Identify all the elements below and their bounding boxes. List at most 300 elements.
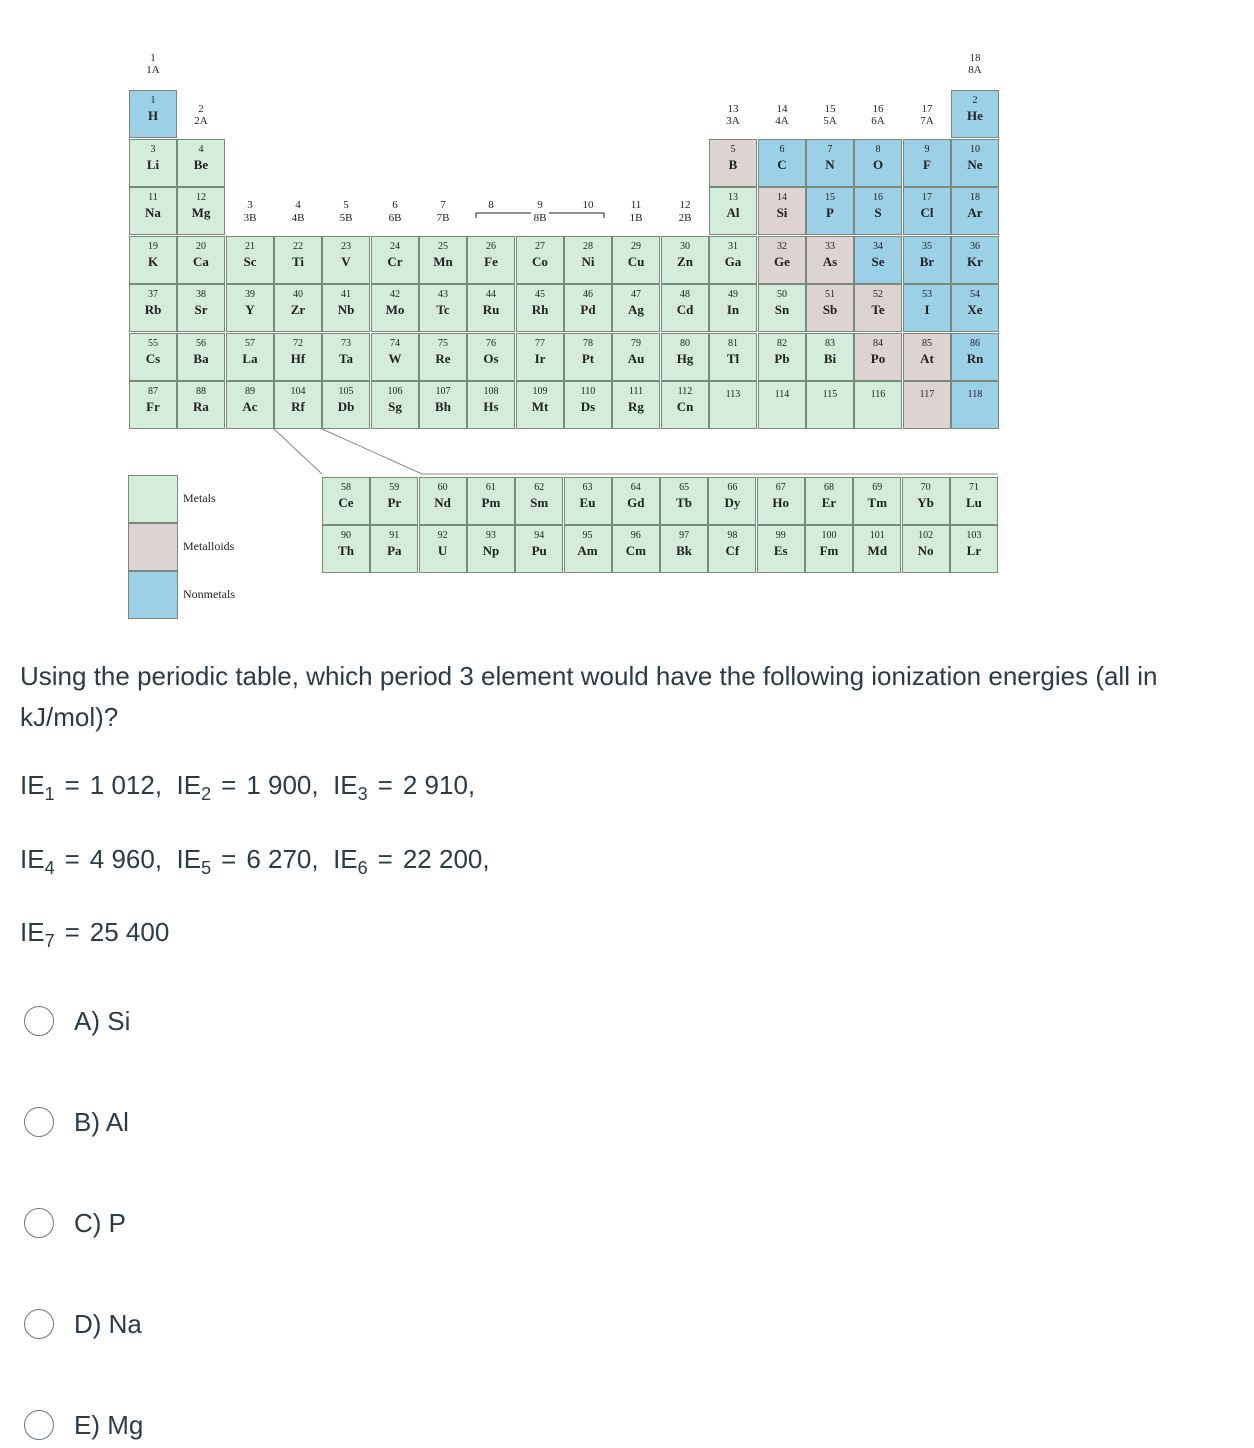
atomic-number: 47 <box>631 289 641 300</box>
atomic-number: 114 <box>774 389 790 400</box>
legend-swatch-metalloid <box>128 523 178 571</box>
ie-line <box>20 844 490 878</box>
element-symbol: Mo <box>385 302 405 317</box>
element-symbol: Gd <box>627 495 645 510</box>
choice-label[interactable]: E) Mg <box>74 1409 144 1440</box>
element-cell <box>129 187 177 235</box>
element-cell <box>661 284 709 332</box>
group-header-line: 1 <box>150 52 156 64</box>
element-symbol: Be <box>193 157 209 172</box>
element-cell <box>903 236 951 284</box>
ie-line <box>20 770 476 804</box>
element-symbol: C <box>777 157 787 172</box>
atomic-number: 106 <box>387 386 403 397</box>
element-cell <box>854 333 902 381</box>
element-symbol: No <box>917 543 934 558</box>
group-header-line: 3A <box>726 115 740 127</box>
atomic-number: 105 <box>338 386 354 397</box>
ie-subscript: 6 <box>357 858 368 878</box>
group-header-line: 11 <box>630 199 642 211</box>
element-symbol: Th <box>338 543 354 558</box>
atomic-number: 44 <box>486 289 496 300</box>
group-header-line: 1B <box>629 212 643 224</box>
atomic-number: 30 <box>680 241 690 252</box>
equals-sign: = <box>221 770 237 800</box>
element-symbol: Pr <box>387 495 402 510</box>
element-symbol: Y <box>245 302 255 317</box>
atomic-number: 43 <box>438 289 448 300</box>
element-cell <box>612 525 660 573</box>
group-header-line: 7 <box>440 199 446 211</box>
element-cell <box>902 477 950 525</box>
atomic-number: 38 <box>196 289 206 300</box>
element-symbol: Er <box>821 495 837 510</box>
atomic-number: 90 <box>341 530 351 541</box>
element-cell <box>806 381 854 429</box>
element-symbol: Cu <box>627 254 645 269</box>
element-cell <box>564 284 612 332</box>
answer-choice[interactable] <box>24 1307 142 1341</box>
atomic-number: 35 <box>922 241 932 252</box>
radio-button[interactable] <box>24 1006 54 1036</box>
ie-label: IE <box>20 770 45 800</box>
atomic-number: 62 <box>534 482 545 493</box>
element-symbol: Sr <box>194 302 208 317</box>
element-symbol: Pu <box>531 543 547 558</box>
atomic-number: 51 <box>825 289 835 300</box>
element-cell <box>758 381 806 429</box>
element-cell <box>467 525 515 573</box>
question-text: Using the periodic table, which period 3 element would have the following ionization energies (all in kJ/mol)? <box>20 661 1158 732</box>
atomic-number: 37 <box>148 289 158 300</box>
element-cell <box>467 381 515 429</box>
ie-value: 4 960, <box>89 844 163 874</box>
element-symbol: Pa <box>387 543 402 558</box>
atomic-number: 40 <box>293 289 303 300</box>
element-cell <box>226 333 274 381</box>
element-symbol: Au <box>627 351 645 366</box>
element-symbol: Ru <box>482 302 500 317</box>
group-header-line: 2A <box>194 115 208 127</box>
equals-sign: = <box>64 770 80 800</box>
ie-subscript: 2 <box>201 784 212 804</box>
atomic-number: 83 <box>825 338 835 349</box>
element-symbol: Tm <box>867 495 888 510</box>
atomic-number: 5 <box>730 144 736 155</box>
atomic-number: 2 <box>972 95 978 106</box>
atomic-number: 15 <box>825 192 835 203</box>
group-header-line: 2B <box>678 212 692 224</box>
element-cell <box>274 333 322 381</box>
group-header-line: 3B <box>243 212 257 224</box>
element-cell <box>274 381 322 429</box>
element-cell <box>371 381 419 429</box>
group-header-line: 8 <box>488 199 494 211</box>
radio-button[interactable] <box>24 1410 54 1440</box>
element-symbol: Pb <box>774 351 790 366</box>
element-cell <box>853 525 901 573</box>
atomic-number: 67 <box>775 482 786 493</box>
atomic-number: 92 <box>437 530 448 541</box>
atomic-number: 16 <box>873 192 883 203</box>
element-symbol: Ir <box>534 351 546 366</box>
element-symbol: N <box>825 157 835 172</box>
element-cell <box>129 236 177 284</box>
answer-choice[interactable] <box>24 1206 126 1240</box>
element-cell <box>419 333 467 381</box>
element-symbol: P <box>826 205 834 220</box>
atomic-number: 70 <box>920 482 931 493</box>
element-symbol: I <box>924 302 930 317</box>
ie-subscript: 5 <box>201 858 212 878</box>
atomic-number: 89 <box>245 386 255 397</box>
atomic-number: 19 <box>148 241 158 252</box>
equals-sign: = <box>64 844 80 874</box>
element-symbol: Zn <box>677 254 693 269</box>
choice-label[interactable]: A) Si <box>74 1005 131 1036</box>
atomic-number: 27 <box>535 241 545 252</box>
ie-value: 25 400 <box>89 917 170 947</box>
ie-label: IE <box>20 917 45 947</box>
radio-button[interactable] <box>24 1208 54 1238</box>
group-header-line: 6A <box>871 115 885 127</box>
element-symbol: Po <box>870 351 886 366</box>
atomic-number: 100 <box>821 530 837 541</box>
element-symbol: Fm <box>819 543 839 558</box>
radio-button[interactable] <box>24 1107 54 1137</box>
atomic-number: 73 <box>341 338 351 349</box>
element-symbol: Tb <box>676 495 693 510</box>
element-cell <box>612 236 660 284</box>
atomic-number: 50 <box>777 289 787 300</box>
ie-value: 1 012, <box>89 770 163 800</box>
atomic-number: 7 <box>827 144 833 155</box>
element-cell <box>129 333 177 381</box>
element-cell <box>806 187 854 235</box>
element-symbol: Rh <box>531 302 549 317</box>
element-cell <box>903 284 951 332</box>
element-symbol: Fr <box>146 399 160 414</box>
atomic-number: 56 <box>196 338 206 349</box>
atomic-number: 45 <box>535 289 545 300</box>
element-cell <box>612 477 660 525</box>
element-symbol: Cs <box>145 351 161 366</box>
group-header-line: 17 <box>921 103 933 115</box>
element-cell <box>854 187 902 235</box>
answer-choice[interactable] <box>24 1408 143 1442</box>
group-header-line: 7A <box>920 115 934 127</box>
element-symbol: Ce <box>338 495 354 510</box>
atomic-number: 87 <box>148 386 158 397</box>
answer-choice[interactable] <box>24 1105 129 1139</box>
element-cell <box>709 139 757 187</box>
atomic-number: 54 <box>970 289 980 300</box>
atomic-number: 36 <box>970 241 980 252</box>
ie-label: IE <box>333 770 358 800</box>
element-symbol: U <box>437 543 448 558</box>
element-symbol: Bk <box>676 543 693 558</box>
element-cell <box>370 525 418 573</box>
equals-sign: = <box>377 770 393 800</box>
equals-sign: = <box>221 844 237 874</box>
element-symbol: Yb <box>917 495 934 510</box>
atomic-number: 66 <box>727 482 738 493</box>
element-cell <box>322 525 370 573</box>
element-cell <box>758 236 806 284</box>
element-cell <box>322 284 370 332</box>
atomic-number: 109 <box>532 386 548 397</box>
choice-label[interactable]: B) Al <box>74 1106 129 1137</box>
atomic-number: 72 <box>293 338 303 349</box>
atomic-number: 17 <box>922 192 932 203</box>
element-symbol: As <box>822 254 838 269</box>
element-cell <box>467 333 515 381</box>
atomic-number: 91 <box>389 530 400 541</box>
atomic-number: 94 <box>534 530 545 541</box>
element-cell <box>708 525 756 573</box>
element-cell <box>515 477 563 525</box>
element-symbol: Pd <box>580 302 596 317</box>
element-cell <box>757 477 805 525</box>
element-symbol: Cf <box>725 543 740 558</box>
element-symbol: K <box>147 254 159 269</box>
element-symbol: O <box>872 157 884 172</box>
legend-label-nonmetal: Nonmetals <box>183 587 235 601</box>
element-cell <box>322 381 370 429</box>
element-symbol: Se <box>871 254 885 269</box>
atomic-number: 33 <box>825 241 835 252</box>
element-cell <box>805 525 853 573</box>
atomic-number: 46 <box>583 289 593 300</box>
element-cell <box>709 187 757 235</box>
element-symbol: Pt <box>581 351 595 366</box>
group-header-line: 9 <box>537 199 543 211</box>
element-symbol: Rg <box>628 399 644 414</box>
element-symbol: Sg <box>388 399 402 414</box>
group-header-line: 7B <box>436 212 450 224</box>
ie-subscript: 1 <box>44 784 55 804</box>
element-symbol: Cl <box>920 205 934 220</box>
atomic-number: 57 <box>245 338 255 349</box>
atomic-number: 34 <box>873 241 883 252</box>
element-symbol: W <box>388 351 402 366</box>
element-symbol: Cm <box>625 543 646 558</box>
equals-sign: = <box>377 844 393 874</box>
element-cell <box>903 139 951 187</box>
ie-value: 2 910, <box>402 770 476 800</box>
atomic-number: 29 <box>631 241 641 252</box>
atomic-number: 80 <box>680 338 690 349</box>
element-cell <box>709 284 757 332</box>
element-symbol: Kr <box>967 254 983 269</box>
group-header-line: 8A <box>968 64 982 76</box>
radio-button[interactable] <box>24 1309 54 1339</box>
atomic-number: 59 <box>389 482 400 493</box>
atomic-number: 81 <box>728 338 738 349</box>
group-header-line: 5 <box>343 199 349 211</box>
atomic-number: 23 <box>341 241 351 252</box>
element-cell <box>660 477 708 525</box>
choice-label[interactable]: C) P <box>74 1207 126 1238</box>
element-symbol: Hg <box>676 351 694 366</box>
element-symbol: Np <box>482 543 500 558</box>
atomic-number: 101 <box>869 530 885 541</box>
atomic-number: 61 <box>485 482 496 493</box>
atomic-number: 86 <box>970 338 980 349</box>
element-cell <box>467 477 515 525</box>
element-symbol: Sn <box>774 302 790 317</box>
element-cell <box>758 139 806 187</box>
element-symbol: Ti <box>291 254 305 269</box>
element-cell <box>708 477 756 525</box>
ie-term <box>333 770 476 804</box>
group-header-line: 16 <box>872 103 884 115</box>
atomic-number: 77 <box>535 338 545 349</box>
ie-subscript: 4 <box>44 858 55 878</box>
element-cell <box>903 333 951 381</box>
element-cell <box>853 477 901 525</box>
element-symbol: Fe <box>484 254 498 269</box>
element-cell <box>516 333 564 381</box>
group-header-line: 4A <box>775 115 789 127</box>
atomic-number: 41 <box>341 289 351 300</box>
ie-label: IE <box>333 844 358 874</box>
ie-subscript: 7 <box>44 931 55 951</box>
element-symbol: Ni <box>581 254 595 269</box>
group-header-line: 3 <box>247 199 253 211</box>
element-cell <box>758 187 806 235</box>
periodic-table <box>0 0 1254 640</box>
element-cell <box>709 236 757 284</box>
atomic-number: 111 <box>628 386 644 397</box>
answer-choice[interactable] <box>24 1004 130 1038</box>
atomic-number: 88 <box>196 386 206 397</box>
atomic-number: 9 <box>924 144 930 155</box>
element-symbol: Sm <box>530 495 549 510</box>
atomic-number: 99 <box>775 530 786 541</box>
atomic-number: 63 <box>582 482 593 493</box>
element-symbol: Am <box>577 543 598 558</box>
ie-value: 6 270, <box>246 844 319 874</box>
group-header-line: 6 <box>392 199 398 211</box>
element-cell <box>564 333 612 381</box>
element-symbol: Db <box>337 399 355 414</box>
element-cell <box>709 333 757 381</box>
element-cell <box>177 187 225 235</box>
element-symbol: Zr <box>290 302 306 317</box>
element-symbol: Es <box>773 543 788 558</box>
element-symbol: At <box>920 351 934 366</box>
atomic-number: 3 <box>150 144 156 155</box>
element-symbol: B <box>728 157 738 172</box>
ie-label: IE <box>20 844 45 874</box>
atomic-number: 1 <box>150 95 156 106</box>
atomic-number: 53 <box>922 289 932 300</box>
legend-label-metalloid: Metalloids <box>183 539 235 553</box>
element-cell <box>661 333 709 381</box>
atomic-number: 68 <box>824 482 834 493</box>
element-symbol: Tl <box>726 351 740 366</box>
atomic-number: 24 <box>390 241 400 252</box>
element-cell <box>226 381 274 429</box>
element-cell <box>902 525 950 573</box>
element-cell <box>950 477 998 525</box>
element-symbol: Nd <box>434 495 451 510</box>
element-cell <box>951 381 999 429</box>
atomic-number: 64 <box>630 482 641 493</box>
element-symbol: Nb <box>337 302 355 317</box>
element-cell <box>322 333 370 381</box>
atomic-number: 118 <box>967 389 983 400</box>
atomic-number: 93 <box>485 530 496 541</box>
atomic-number: 82 <box>777 338 787 349</box>
element-symbol: Mg <box>191 205 211 220</box>
choice-label[interactable]: D) Na <box>74 1308 142 1339</box>
element-symbol: V <box>341 254 351 269</box>
element-symbol: Cr <box>387 254 403 269</box>
element-cell <box>371 333 419 381</box>
atomic-number: 78 <box>583 338 593 349</box>
element-cell <box>758 333 806 381</box>
element-symbol: F <box>923 157 931 172</box>
element-cell <box>419 381 467 429</box>
group-header-line: 10 <box>582 199 594 211</box>
atomic-number: 75 <box>438 338 448 349</box>
element-symbol: In <box>726 302 740 317</box>
element-cell <box>274 284 322 332</box>
element-symbol: Mn <box>433 254 453 269</box>
element-symbol: Ho <box>772 495 789 510</box>
ie-subscript: 3 <box>357 784 368 804</box>
element-cell <box>951 284 999 332</box>
element-symbol: Hf <box>290 351 306 366</box>
element-symbol: Ga <box>724 254 742 269</box>
group-header-line: 1A <box>146 64 160 76</box>
group-header-line: 13 <box>727 103 739 115</box>
element-cell <box>806 333 854 381</box>
atomic-number: 97 <box>679 530 690 541</box>
element-cell <box>177 284 225 332</box>
element-symbol: Lu <box>965 495 982 510</box>
atomic-number: 108 <box>483 386 499 397</box>
element-symbol: Si <box>776 205 788 220</box>
element-cell <box>951 236 999 284</box>
atomic-number: 28 <box>583 241 593 252</box>
element-cell <box>226 236 274 284</box>
group-header-line: 4B <box>291 212 305 224</box>
atomic-number: 104 <box>290 386 306 397</box>
element-cell <box>951 333 999 381</box>
element-symbol: Cd <box>676 302 694 317</box>
atomic-number: 60 <box>437 482 448 493</box>
atomic-number: 10 <box>970 144 980 155</box>
element-symbol: Tc <box>436 302 450 317</box>
element-cell <box>419 477 467 525</box>
atomic-number: 69 <box>872 482 883 493</box>
element-cell <box>661 236 709 284</box>
element-cell <box>129 381 177 429</box>
atomic-number: 22 <box>293 241 303 252</box>
element-cell <box>177 236 225 284</box>
atomic-number: 18 <box>970 192 980 203</box>
element-symbol: Lr <box>966 543 982 558</box>
element-cell <box>612 381 660 429</box>
atomic-number: 12 <box>196 192 206 203</box>
element-cell <box>805 477 853 525</box>
element-symbol: Bh <box>435 399 451 414</box>
atomic-number: 6 <box>779 144 785 155</box>
group-header-line: 8B <box>533 212 547 224</box>
